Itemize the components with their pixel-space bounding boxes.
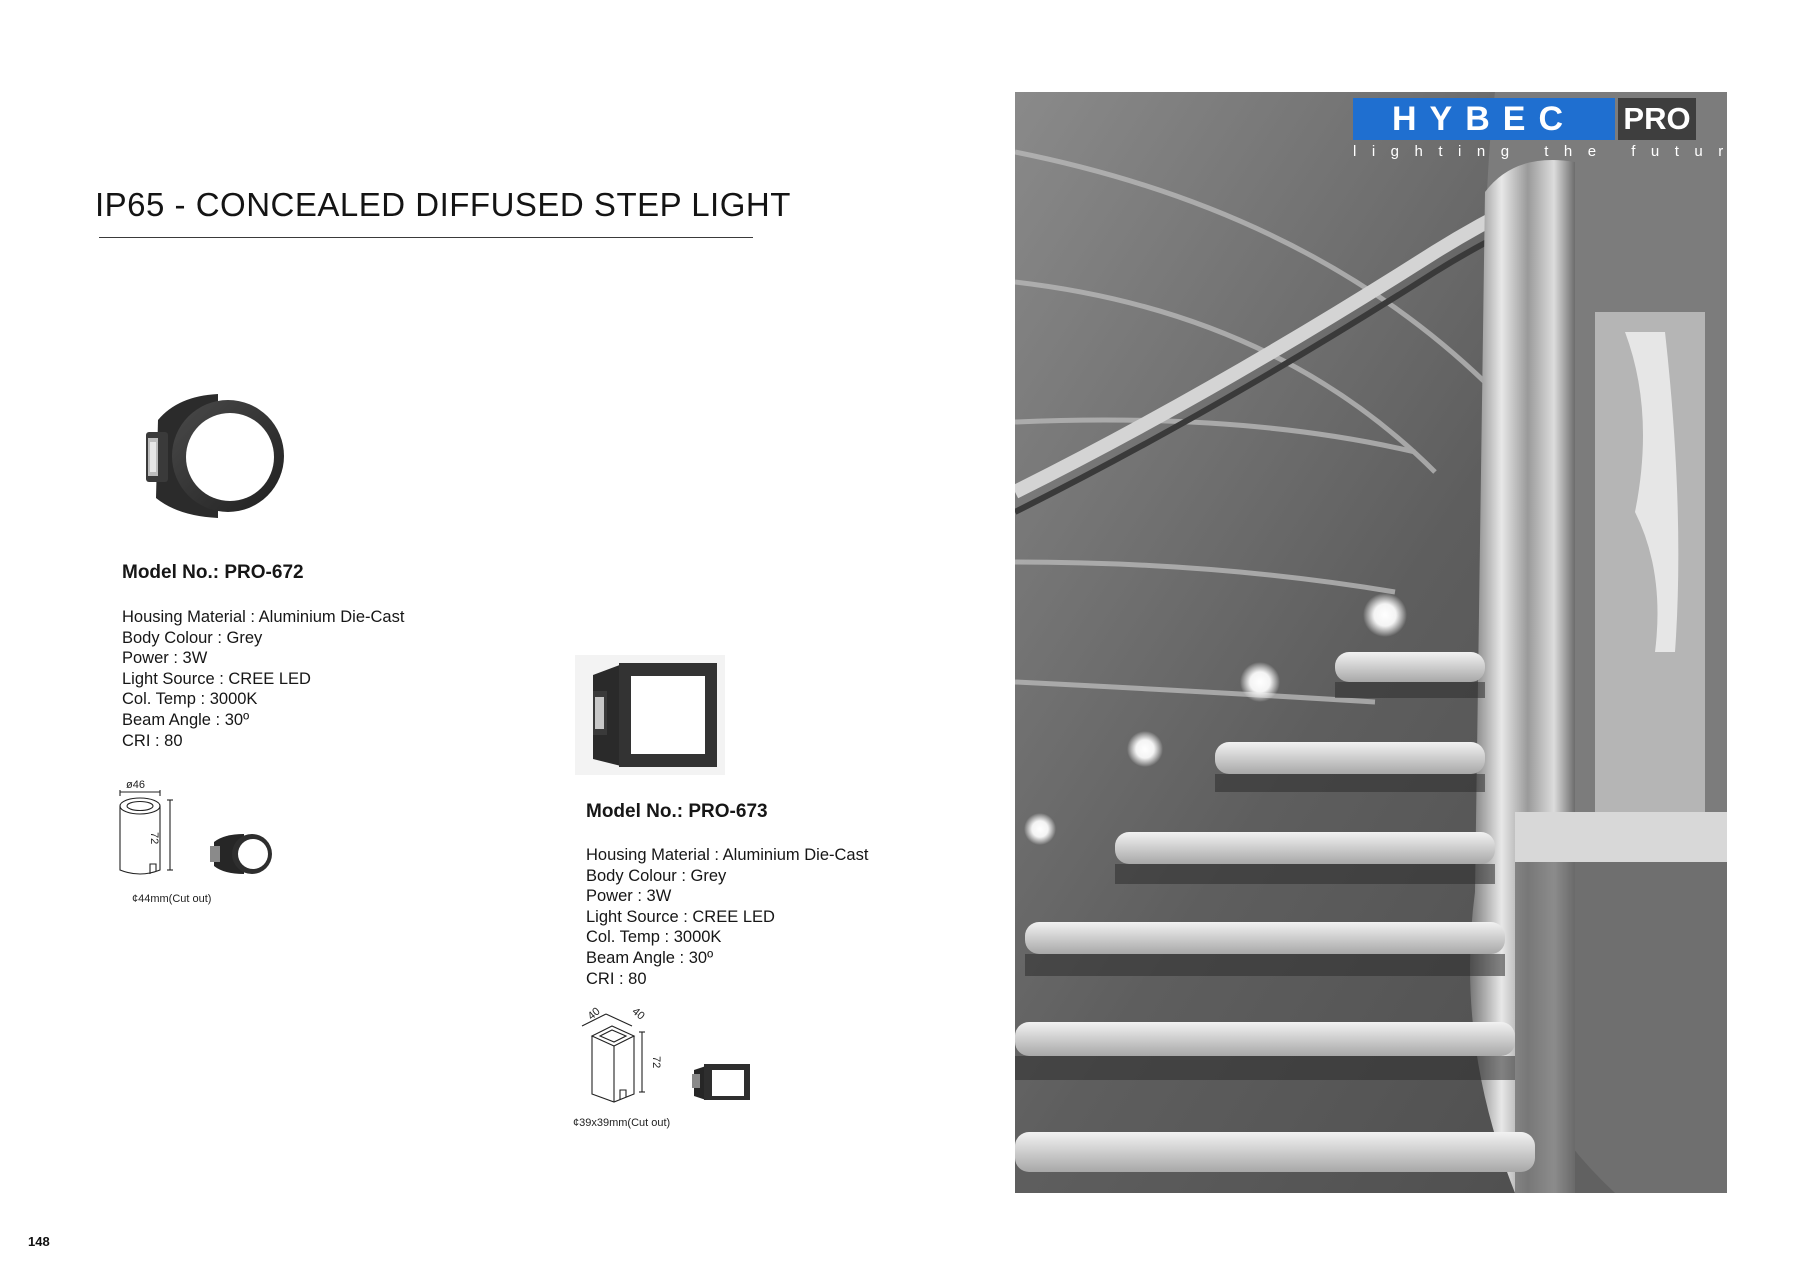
- spec-beam-angle: Beam Angle : 30º: [122, 710, 250, 729]
- spec-beam-angle: Beam Angle : 30º: [586, 948, 714, 967]
- spec-cri: CRI : 80: [586, 969, 647, 988]
- spec-body-colour: Body Colour : Grey: [122, 628, 263, 647]
- brand-tagline: lighting the future: [1353, 143, 1763, 160]
- spec-body-colour: Body Colour : Grey: [586, 866, 727, 885]
- spec-housing: Housing Material : Aluminium Die-Cast: [122, 608, 405, 626]
- model-number-pro-672: Model No.: PRO-672: [122, 562, 304, 583]
- dim-depth-label: 40: [629, 1005, 647, 1023]
- product-image-pro-672: [138, 390, 284, 526]
- brand-logo: [1353, 98, 1696, 140]
- spec-cri: CRI : 80: [122, 731, 183, 750]
- brand-name: HYBEC: [1353, 98, 1615, 140]
- spec-col-temp: Col. Temp : 3000K: [586, 928, 722, 947]
- dim-height-label: 72: [148, 832, 160, 845]
- dimension-drawing-pro-672: [112, 790, 182, 880]
- dim-width-label: 40: [585, 1005, 603, 1023]
- product-thumbnail-pro-672: [208, 832, 276, 876]
- spec-power: Power : 3W: [122, 649, 208, 668]
- cutout-size-pro-672: ¢44mm(Cut out): [132, 893, 212, 905]
- staircase-photo: [1015, 92, 1763, 1193]
- spec-list-pro-672: [122, 607, 404, 751]
- model-number-pro-673: Model No.: PRO-673: [586, 801, 768, 822]
- dim-height-label: 72: [650, 1056, 662, 1069]
- product-image-pro-673: [575, 655, 725, 775]
- cutout-size-pro-673: ¢39x39mm(Cut out): [573, 1117, 671, 1129]
- spec-light-source: Light Source : CREE LED: [122, 669, 311, 688]
- page-title: IP65 - CONCEALED DIFFUSED STEP LIGHT: [95, 186, 791, 223]
- title-divider: [99, 237, 753, 238]
- page-number: 148: [28, 1234, 50, 1249]
- spec-light-source: Light Source : CREE LED: [586, 907, 775, 926]
- spec-power: Power : 3W: [586, 887, 672, 906]
- spec-housing: Housing Material : Aluminium Die-Cast: [586, 846, 869, 864]
- dim-diameter-label: ø46: [126, 779, 145, 791]
- spec-col-temp: Col. Temp : 3000K: [122, 690, 258, 709]
- spec-list-pro-673: [586, 845, 868, 989]
- brand-suffix: PRO: [1618, 98, 1696, 140]
- product-thumbnail-pro-673: [690, 1062, 752, 1102]
